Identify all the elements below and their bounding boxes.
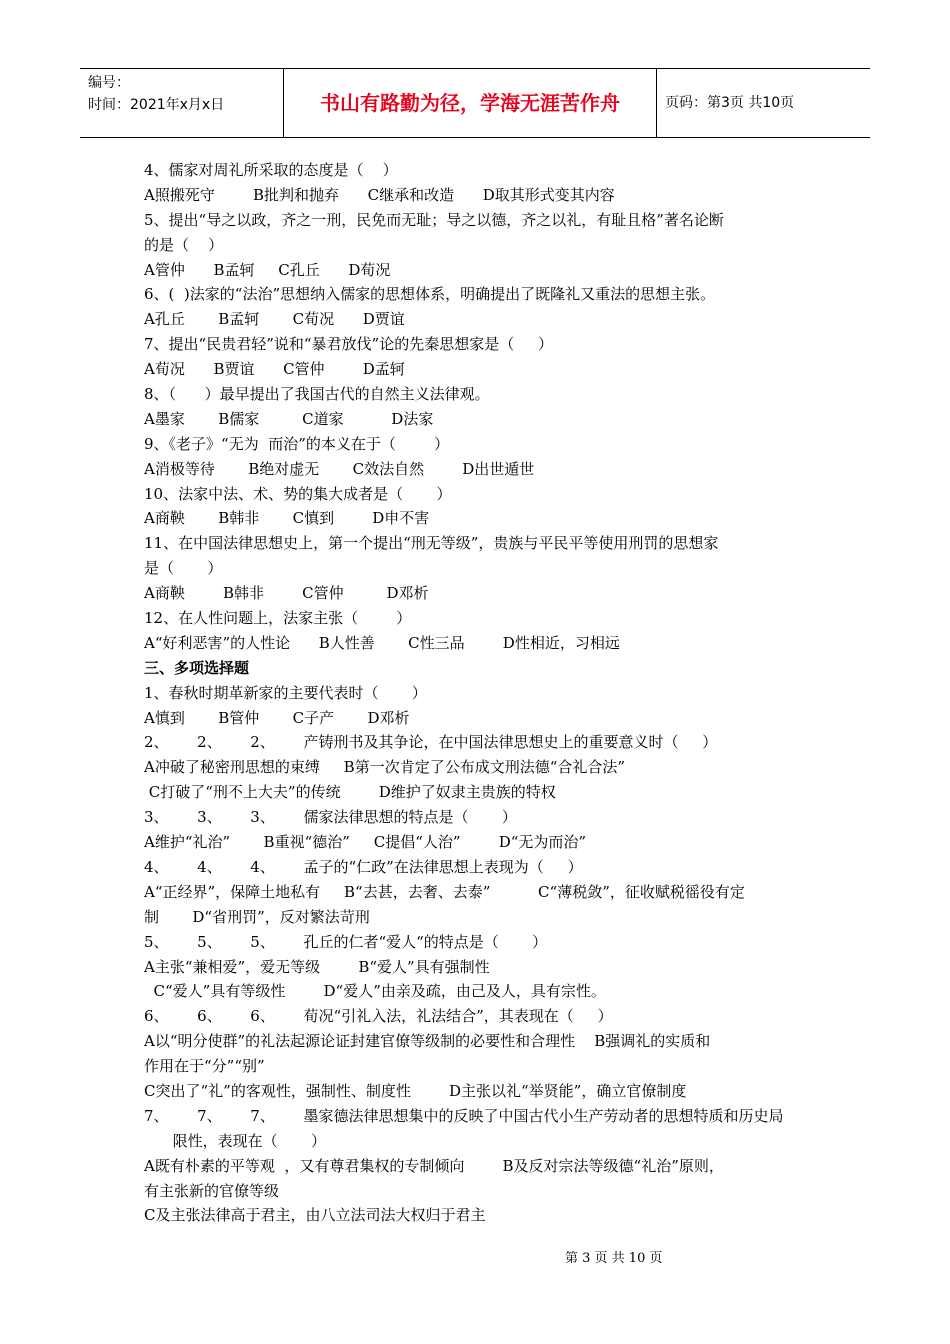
header-left-cell — [80, 69, 283, 137]
text-line: A维护“礼治” B重视“德治” C提倡“人治” D“无为而治” — [144, 833, 587, 852]
text-line: A“正经界”，保障土地私有 B“去甚，去奢、去泰” C“薄税敛”，征收赋税徭役有定 — [144, 882, 745, 901]
text-line: C及主张法律高于君主，由八立法司法大权归于君主 — [144, 1206, 486, 1225]
text-line: A墨家 B儒家 C道家 D法家 — [144, 409, 434, 428]
text-line: 制 D“省刑罚”，反对繁法苛刑 — [144, 907, 370, 926]
text-line: 1、春秋时期革新家的主要代表时（ ） — [144, 683, 427, 702]
text-line: 3、 3、 3、 儒家法律思想的特点是（ ） — [144, 808, 517, 827]
text-line: 7、 7、 7、 墨家德法律思想集中的反映了中国古代小生产劳动者的思想特质和历史局 — [144, 1106, 784, 1125]
text-line: 6、 6、 6、 荀况“引礼入法，礼法结合”，其表现在（ ） — [144, 1007, 613, 1026]
text-line: 限性，表现在（ ） — [144, 1131, 326, 1150]
document-number-label: 编号： — [88, 75, 130, 91]
text-line: A商鞅 B韩非 C慎到 D申不害 — [144, 509, 430, 528]
document-body — [144, 158, 814, 1228]
text-line: A孔丘 B孟轲 C荀况 D贾谊 — [144, 310, 405, 329]
text-line: 2、 2、 2、 产铸刑书及其争论，在中国法律思想史上的重要意义时（ ） — [144, 733, 718, 752]
text-line: 是（ ） — [144, 559, 223, 578]
text-line: A既有朴素的平等观 ，又有尊君集权的专制倾向 B及反对宗法等级德“礼治”原则， — [144, 1156, 724, 1175]
text-line: A“好利恶害”的人性论 B人性善 C性三品 D性相近，习相远 — [144, 633, 620, 652]
text-line: 10、法家中法、术、势的集大成者是（ ） — [144, 484, 452, 503]
text-line: A荀况 B贾谊 C管仲 D孟轲 — [144, 360, 405, 379]
text-line: A主张“兼相爱”，爱无等级 B“爱人”具有强制性 — [144, 957, 490, 976]
text-line: 的是（ ） — [144, 235, 224, 254]
text-line: C“爱人”具有等级性 D“爱人”由亲及疏，由己及人，具有宗性。 — [144, 982, 606, 1001]
header-page-info: 页码：第3页 共10页 — [665, 95, 795, 111]
text-line: A冲破了秘密刑思想的束缚 B第一次肯定了公布成文刑法德“合礼合法” — [144, 758, 626, 777]
text-line: 12、在人性问题上，法家主张（ ） — [144, 609, 412, 628]
text-line: 5、提出“导之以政，齐之一刑，民免而无耻；导之以德，齐之以礼，有耻且格”著名论断 — [144, 210, 724, 229]
text-line: A慎到 B管仲 C子产 D邓析 — [144, 708, 410, 727]
header-motto: 书山有路勤为径，学海无涯苦作舟 — [283, 69, 657, 137]
text-line: 11、在中国法律思想史上，第一个提出“刑无等级”，贵族与平民平等使用刑罚的思想家 — [144, 534, 719, 553]
page-header — [80, 68, 870, 138]
text-line: A消极等待 B绝对虚无 C效法自然 D出世遁世 — [144, 459, 535, 478]
text-line: A以“明分使群”的礼法起源论证封建官僚等级制的必要性和合理性 B强调礼的实质和 — [144, 1032, 711, 1051]
text-line: 7、提出“民贵君轻”说和“暴君放伐”论的先秦思想家是（ ） — [144, 335, 554, 354]
text-line: 6、( )法家的“法治”思想纳入儒家的思想体系，明确提出了既隆礼又重法的思想主张。 — [144, 285, 716, 304]
text-line: 4、儒家对周礼所采取的态度是（ ） — [144, 161, 398, 179]
text-line: 有主张新的官僚等级 — [144, 1181, 280, 1200]
text-line: 8、（ ）最早提出了我国古代的自然主义法律观。 — [144, 385, 490, 404]
document-time-label: 时间：2021年x月x日 — [88, 97, 225, 113]
text-line: C突出了“礼”的客观性，强制性、制度性 D主张以礼“举贤能”，确立官僚制度 — [144, 1081, 687, 1100]
footer-page-number: 第 3 页 共 10 页 — [565, 1251, 663, 1266]
text-line: 5、 5、 5、 孔丘的仁者“爱人“的特点是（ ） — [144, 932, 548, 951]
text-line: A商鞅 B韩非 C管仲 D邓析 — [144, 584, 429, 603]
text-line: A管仲 B孟轲 C孔丘 D荀况 — [144, 260, 391, 279]
text-line: 9、《老子》“无为 而治”的本义在于（ ） — [144, 434, 450, 453]
text-line: 作用在于“分”“别” — [144, 1057, 265, 1076]
text-line: A照搬死守 B批判和抛弃 C继承和改造 D取其形式变其内容 — [144, 185, 615, 204]
section-heading: 三、多项选择题 — [144, 658, 250, 677]
text-line: C打破了“刑不上大夫”的传统 D维护了奴隶主贵族的特权 — [144, 783, 556, 802]
text-line: 4、 4、 4、 孟子的“仁政”在法律思想上表现为（ ） — [144, 857, 583, 876]
